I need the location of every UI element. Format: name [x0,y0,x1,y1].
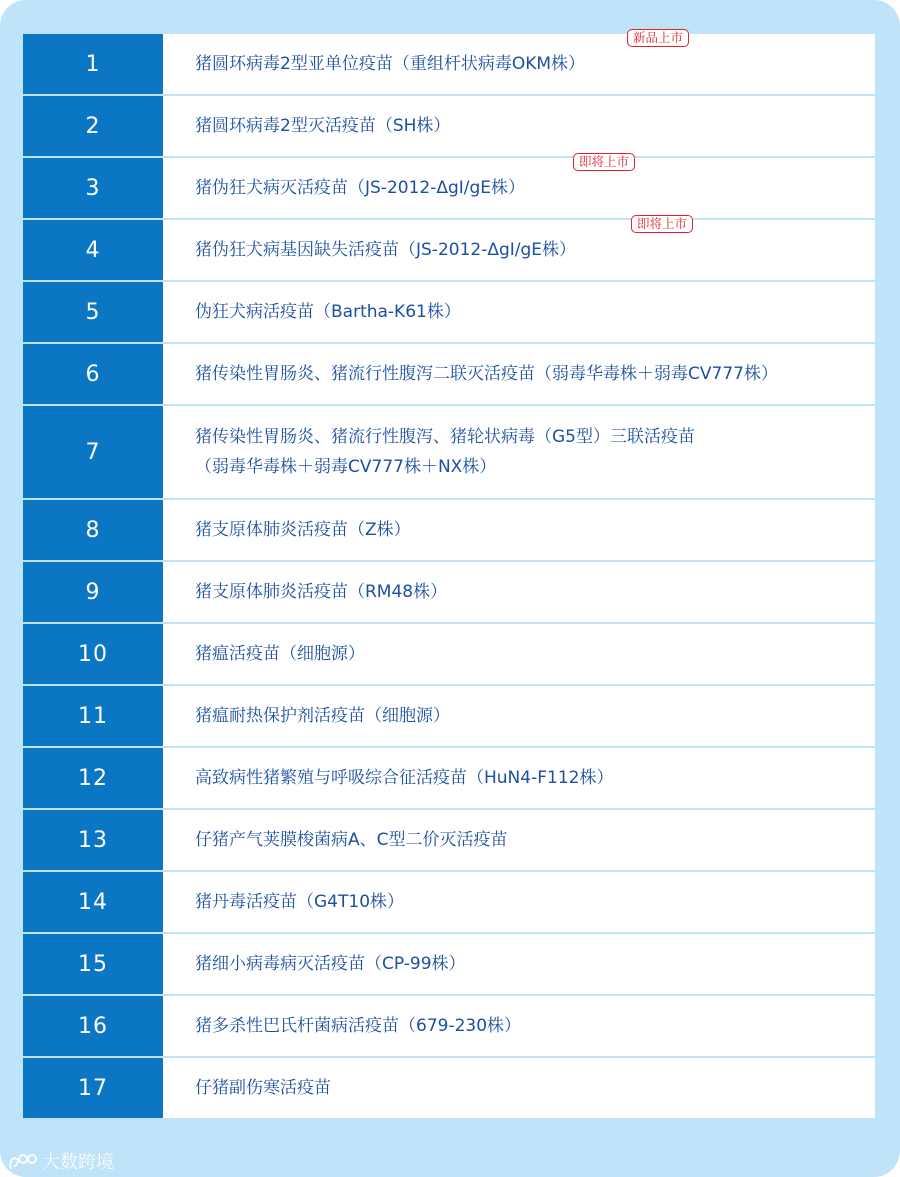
row-number: 7 [23,406,163,498]
table-row [23,996,875,1058]
vaccine-name: 猪圆环病毒2型亚单位疫苗（重组杆状病毒OKM株） [195,54,586,74]
table-row [23,748,875,810]
row-number: 12 [23,748,163,808]
table-row [23,810,875,872]
row-name-cell [163,934,875,994]
row-name-cell [163,624,875,684]
vaccine-name: 猪支原体肺炎活疫苗（RM48株） [195,582,448,602]
row-name-cell [163,96,875,156]
table-row [23,1058,875,1118]
row-name-cell [163,996,875,1056]
coming-soon-badge: 即将上市 [573,153,635,171]
vaccine-name: 伪狂犬病活疫苗（Bartha-K61株） [195,302,461,322]
watermark-text: 大数跨境 [42,1152,114,1173]
row-number: 17 [23,1058,163,1118]
row-number: 9 [23,562,163,622]
vaccine-name-line2: （弱毒华毒株＋弱毒CV777株＋NX株） [195,457,497,477]
row-name-cell [163,216,875,280]
row-number: 6 [23,344,163,404]
row-name-cell [163,500,875,560]
new-release-badge: 新品上市 [627,29,689,47]
row-number: 14 [23,872,163,932]
row-name-cell [163,344,875,404]
table-row [23,500,875,562]
table-row [23,562,875,624]
vaccine-name: 仔猪产气荚膜梭菌病A、C型二价灭活疫苗 [195,830,508,850]
vaccine-name: 猪伪狂犬病基因缺失活疫苗（JS-2012-ΔgI/gE株） [195,240,577,260]
table-row [23,686,875,748]
row-number: 13 [23,810,163,870]
table-row [23,282,875,344]
logo-icon [8,1150,38,1172]
row-number: 11 [23,686,163,746]
watermark-logo [8,1148,114,1174]
row-name-cell [163,30,875,94]
vaccine-name: 猪圆环病毒2型灭活疫苗（SH株） [195,116,451,136]
vaccine-name: 猪瘟耐热保护剂活疫苗（细胞源） [195,706,450,726]
row-number: 15 [23,934,163,994]
row-name-cell [163,810,875,870]
table-row [23,96,875,158]
vaccine-name: 猪传染性胃肠炎、猪流行性腹泻、猪轮状病毒（G5型）三联活疫苗 [195,427,695,447]
vaccine-name: 仔猪副伤寒活疫苗 [195,1078,331,1098]
vaccine-name: 猪丹毒活疫苗（G4T10株） [195,892,405,912]
row-name-cell [163,872,875,932]
row-number: 2 [23,96,163,156]
table-row [23,872,875,934]
row-number: 10 [23,624,163,684]
row-name-cell [163,562,875,622]
vaccine-table [23,30,875,1118]
row-name-cell [163,686,875,746]
row-number: 1 [23,34,163,94]
vaccine-name: 猪多杀性巴氏杆菌病活疫苗（679-230株） [195,1016,522,1036]
vaccine-name: 高致病性猪繁殖与呼吸综合征活疫苗（HuN4-F112株） [195,768,614,788]
row-number: 3 [23,158,163,218]
row-name-cell [163,154,875,218]
table-row [23,154,875,220]
coming-soon-badge: 即将上市 [631,215,693,233]
row-number: 4 [23,220,163,280]
table-row [23,406,875,500]
row-name-cell [163,406,875,498]
table-row [23,344,875,406]
vaccine-name: 猪伪狂犬病灭活疫苗（JS-2012-ΔgI/gE株） [195,178,526,198]
table-row [23,30,875,96]
vaccine-name: 猪细小病毒病灭活疫苗（CP-99株） [195,954,466,974]
vaccine-name: 猪支原体肺炎活疫苗（Z株） [195,520,411,540]
row-number: 5 [23,282,163,342]
table-row [23,216,875,282]
table-row [23,624,875,686]
vaccine-name: 猪瘟活疫苗（细胞源） [195,644,365,664]
row-name-cell [163,748,875,808]
row-name-cell [163,1058,875,1118]
row-number: 16 [23,996,163,1056]
table-row [23,934,875,996]
vaccine-name: 猪传染性胃肠炎、猪流行性腹泻二联灭活疫苗（弱毒华毒株＋弱毒CV777株） [195,364,778,384]
row-name-cell [163,282,875,342]
row-number: 8 [23,500,163,560]
